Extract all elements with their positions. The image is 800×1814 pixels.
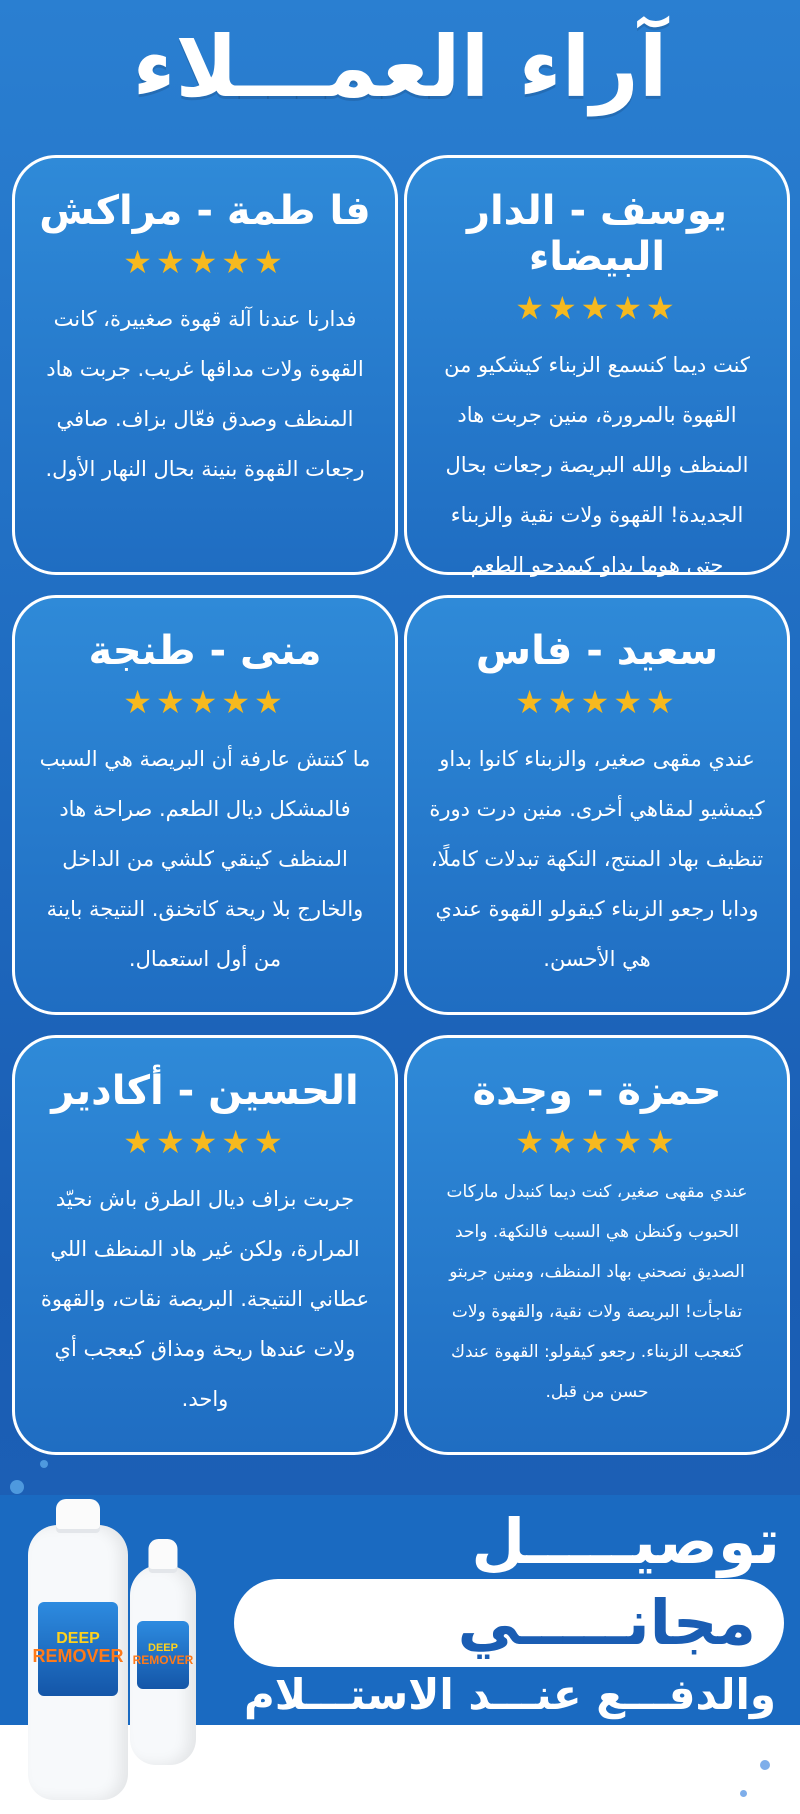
brand-name-sub: REMOVER xyxy=(32,1645,124,1666)
star-rating-icon: ★★★★★ xyxy=(123,243,287,281)
cash-on-delivery-line: والدفـــع عنـــد الاستـــلام xyxy=(243,1670,776,1719)
free-badge: مجانـــــي xyxy=(234,1579,784,1667)
review-text: عندي مقهى صغير، كنت ديما كنبدل ماركات الحبوب وكنظن هي السبب فالنكهة. واحد الصديق نصحني بهاد المنظف، ومنين جربتو تفاجأت! البريصة ولات نقية، والقهوة ولات كتعجب الزبناء. رجعو كيقولو: القهوة عندك حسن من قبل. xyxy=(446,1182,748,1402)
product-bottle-large xyxy=(28,1525,128,1800)
bottle-cap-icon xyxy=(56,1499,100,1533)
reviewer-name: فا طمة - مراكش xyxy=(39,188,371,234)
review-card xyxy=(12,1035,398,1455)
product-bottle-small xyxy=(130,1565,196,1765)
reviewer-name: سعيد - فاس xyxy=(475,628,719,674)
brand-name: DEEP xyxy=(56,1629,100,1647)
product-label xyxy=(132,1621,194,1689)
reviewer-name: حمزة - وجدة xyxy=(472,1068,722,1114)
review-card xyxy=(12,595,398,1015)
bottle-cap-icon xyxy=(148,1539,177,1573)
water-splash-icon xyxy=(740,1790,747,1797)
delivery-line: توصيـــــل xyxy=(471,1505,780,1578)
review-card xyxy=(12,155,398,575)
water-splash-icon xyxy=(760,1760,770,1770)
star-rating-icon: ★★★★★ xyxy=(123,683,287,721)
brand-name: DEEP xyxy=(148,1641,178,1654)
review-text: جربت بزاف ديال الطرق باش نحيّد المرارة، ولكن غير هاد المنظف اللي عطاني النتيجة. البريصة نقات، والقهوة ولات عندها ريحة ومذاق كيعجب أي واحد. xyxy=(40,1187,370,1411)
review-card xyxy=(404,155,790,575)
review-text: فدارنا عندنا آلة قهوة صغييرة، كانت القهوة ولات مداقها غريب. جربت هاد المنظف وصدق فعّال بزاف. صافي رجعات القهوة بنينة بحال النهار الأول. xyxy=(45,307,365,481)
star-rating-icon: ★★★★★ xyxy=(515,289,679,327)
product-label xyxy=(32,1602,124,1696)
reviewer-name: الحسين - أكادير xyxy=(51,1068,359,1114)
water-splash-icon xyxy=(10,1480,24,1494)
review-text: عندي مقهى صغير، والزبناء كانوا بداو كيمشيو لمقاهي أخرى. منين درت دورة تنظيف بهاد المنتج، النكهة تبدلات كاملًا، ودابا رجعو الزبناء كيقولو القهوة عندي هي الأحسن. xyxy=(429,747,765,971)
review-text: ما كنتش عارفة أن البريصة هي السبب فالمشكل ديال الطعم. صراحة هاد المنظف كينقي كلشي من الداخل والخارج بلا ريحة كاتخنق. النتيجة باينة من أول استعمال. xyxy=(39,747,371,971)
water-splash-icon xyxy=(40,1460,48,1468)
page-title: آراء العمـــلاء xyxy=(132,18,668,116)
reviewer-name: يوسف - الدار البيضاء xyxy=(466,188,728,280)
star-rating-icon: ★★★★★ xyxy=(515,1123,679,1161)
star-rating-icon: ★★★★★ xyxy=(123,1123,287,1161)
review-card xyxy=(404,1035,790,1455)
reviewer-name: منى - طنجة xyxy=(88,628,322,674)
brand-name-sub: REMOVER xyxy=(132,1652,194,1667)
review-card xyxy=(404,595,790,1015)
star-rating-icon: ★★★★★ xyxy=(515,683,679,721)
review-text: كنت ديما كنسمع الزبناء كيشكيو من القهوة بالمرورة، منين جربت هاد المنظف والله البريصة رجعات بحال الجديدة! القهوة ولات نقية والزبناء حتى هوما بداو كيمدحو الطعم xyxy=(444,353,750,577)
